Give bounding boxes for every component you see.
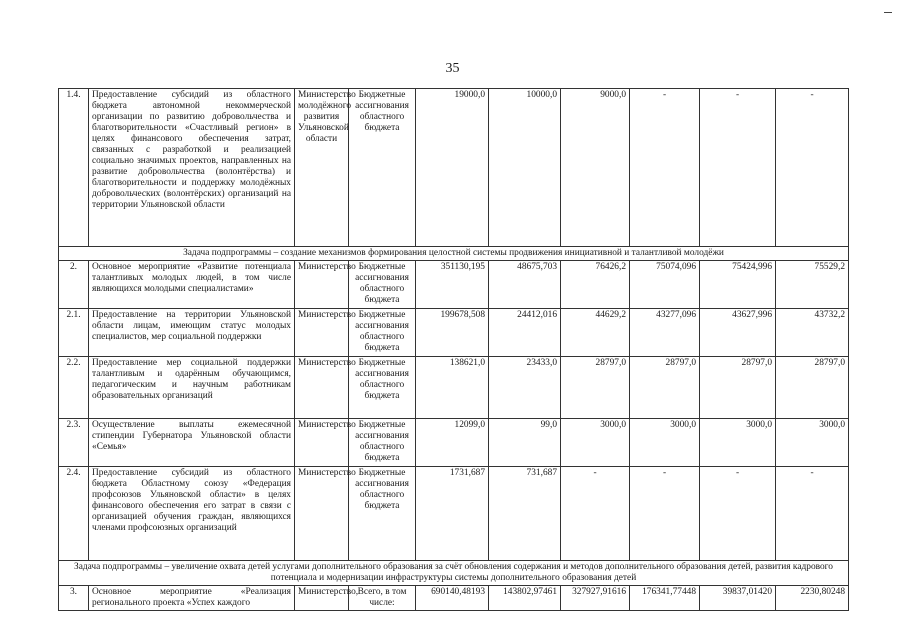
- value-cell: 2230,80248: [776, 586, 849, 611]
- row-number: 2.: [59, 261, 89, 309]
- measure-title: Предоставление мер социальной поддержки талантливым и одарённым обучающимся, педагогическим и научным работникам образовательных организаций: [89, 357, 295, 419]
- value-cell: 9000,0: [561, 89, 630, 247]
- value-cell: 75074,096: [630, 261, 700, 309]
- measure-title: Предоставление субсидий из областного бюджета Областному союзу «Федерация профсоюзов Ульяновской области» в целях финансового обеспечения его затрат в связи с организацией обучения граждан, являющихся членами профсоюзных организаций: [89, 467, 295, 561]
- executor-cell: Министерство,: [295, 586, 349, 611]
- table-body: [59, 89, 849, 611]
- value-cell: 23433,0: [489, 357, 561, 419]
- row-number: 2.2.: [59, 357, 89, 419]
- table-row: [59, 419, 849, 467]
- value-cell: 43732,2: [776, 309, 849, 357]
- measure-title: Основное мероприятие «Развитие потенциала талантливых молодых людей, в том числе являющихся молодыми специалистами»: [89, 261, 295, 309]
- value-cell: 327927,91616: [561, 586, 630, 611]
- value-cell: 731,687: [489, 467, 561, 561]
- value-cell: 76426,2: [561, 261, 630, 309]
- budget-table: [58, 88, 849, 611]
- value-cell: -: [776, 89, 849, 247]
- value-cell: 75424,996: [700, 261, 776, 309]
- value-cell: 10000,0: [489, 89, 561, 247]
- value-cell: -: [561, 467, 630, 561]
- task-heading: Задача подпрограммы – создание механизмов формирования целостной системы продвижения инициативной и талантливой молодёжи: [59, 247, 849, 261]
- value-cell: 3000,0: [561, 419, 630, 467]
- value-cell: 39837,01420: [700, 586, 776, 611]
- executor-cell: Министерство: [295, 357, 349, 419]
- value-cell: 28797,0: [700, 357, 776, 419]
- row-number: 1.4.: [59, 89, 89, 247]
- value-cell: 48675,703: [489, 261, 561, 309]
- row-number: 2.4.: [59, 467, 89, 561]
- funding-source-cell: Бюджетные ассигнования областного бюджета: [349, 419, 416, 467]
- value-cell: -: [700, 467, 776, 561]
- table-row: [59, 357, 849, 419]
- measure-title: Основное мероприятие «Реализация регионального проекта «Успех каждого: [89, 586, 295, 611]
- funding-source-cell: Всего, в том числе:: [349, 586, 416, 611]
- value-cell: 28797,0: [776, 357, 849, 419]
- value-cell: 99,0: [489, 419, 561, 467]
- table-row: [59, 89, 849, 247]
- value-cell: -: [630, 89, 700, 247]
- page-number: 35: [445, 61, 460, 76]
- value-cell: 176341,77448: [630, 586, 700, 611]
- value-cell: 44629,2: [561, 309, 630, 357]
- value-cell: -: [630, 467, 700, 561]
- value-cell: 3000,0: [700, 419, 776, 467]
- executor-cell: Министерство молодёжного развития Ульяновской области: [295, 89, 349, 247]
- table-row: [59, 586, 849, 611]
- value-cell: 1731,687: [416, 467, 489, 561]
- value-cell: 43277,096: [630, 309, 700, 357]
- measure-title: Осуществление выплаты ежемесячной стипендии Губернатора Ульяновской области «Семья»: [89, 419, 295, 467]
- task-heading: Задача подпрограммы – увеличение охвата детей услугами дополнительного образования за счёт обновления содержания и методов дополнительного образования детей, развития кадрового потенциала и модернизации инфраструктуры системы дополнительного образования детей: [59, 561, 849, 586]
- funding-source-cell: Бюджетные ассигнования областного бюджета: [349, 261, 416, 309]
- funding-source-cell: Бюджетные ассигнования областного бюджета: [349, 357, 416, 419]
- executor-cell: Министерство: [295, 309, 349, 357]
- value-cell: 3000,0: [776, 419, 849, 467]
- value-cell: -: [776, 467, 849, 561]
- value-cell: 28797,0: [630, 357, 700, 419]
- measure-title: Предоставление субсидий из областного бюджета автономной некоммерческой организации по развитию добровольчества и благотворительности «Счастливый регион» в целях финансового обеспечения затрат, связанных с разработкой и реализацией социально значимых проектов, направленных на развитие добровольчества (волонтёрства) и благотворительности и поддержку молодёжных добровольческих (волонтёрских) организаций на территории Ульяновской области: [89, 89, 295, 247]
- value-cell: 351130,195: [416, 261, 489, 309]
- funding-source-cell: Бюджетные ассигнования областного бюджета: [349, 467, 416, 561]
- value-cell: 24412,016: [489, 309, 561, 357]
- value-cell: 690140,48193: [416, 586, 489, 611]
- scan-mark: [884, 12, 892, 13]
- value-cell: 12099,0: [416, 419, 489, 467]
- value-cell: 3000,0: [630, 419, 700, 467]
- row-number: 2.3.: [59, 419, 89, 467]
- value-cell: 143802,97461: [489, 586, 561, 611]
- table-row: [59, 309, 849, 357]
- task-row: [59, 561, 849, 586]
- value-cell: 199678,508: [416, 309, 489, 357]
- row-number: 2.1.: [59, 309, 89, 357]
- row-number: 3.: [59, 586, 89, 611]
- value-cell: 19000,0: [416, 89, 489, 247]
- value-cell: 28797,0: [561, 357, 630, 419]
- table-row: [59, 467, 849, 561]
- task-row: [59, 247, 849, 261]
- executor-cell: Министерство: [295, 419, 349, 467]
- measure-title: Предоставление на территории Ульяновской области лицам, имеющим статус молодых специалистов, мер социальной поддержки: [89, 309, 295, 357]
- funding-source-cell: Бюджетные ассигнования областного бюджета: [349, 309, 416, 357]
- table-row: [59, 261, 849, 309]
- funding-source-cell: Бюджетные ассигнования областного бюджета: [349, 89, 416, 247]
- executor-cell: Министерство: [295, 261, 349, 309]
- value-cell: 43627,996: [700, 309, 776, 357]
- value-cell: 75529,2: [776, 261, 849, 309]
- executor-cell: Министерство: [295, 467, 349, 561]
- value-cell: -: [700, 89, 776, 247]
- value-cell: 138621,0: [416, 357, 489, 419]
